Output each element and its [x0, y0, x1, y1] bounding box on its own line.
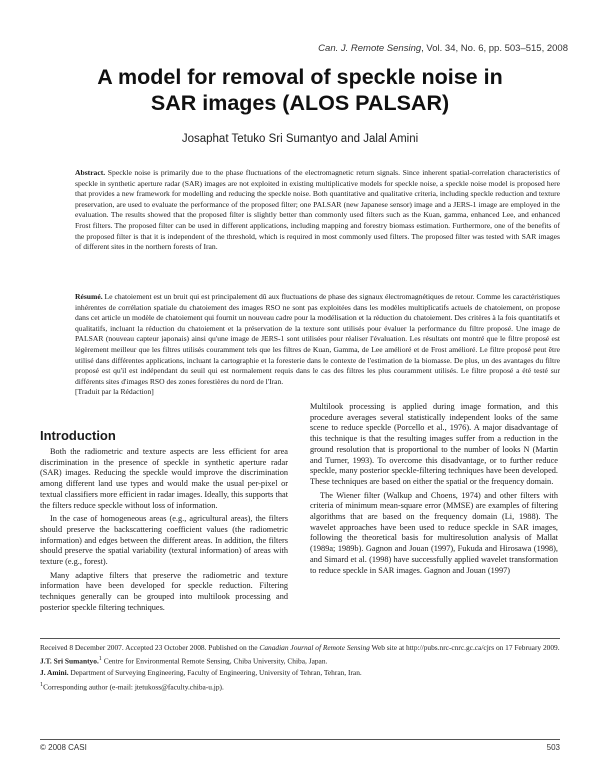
translation-note: [Traduit par la Rédaction] [75, 387, 154, 397]
author1-affiliation [40, 654, 560, 667]
received-text: Received 8 December 2007. Accepted 23 October 2008. Published on the [40, 643, 260, 652]
corresponding-sup: 1 [40, 681, 44, 688]
received-url-text: Web site at http://pubs.nrc-cnrc.gc.ca/cjrs on 17 February 2009. [369, 643, 560, 652]
author-list: Josaphat Tetuko Sri Sumantyo and Jalal Amini [181, 133, 419, 145]
left-column [40, 428, 288, 614]
copyright: © 2008 CASI [40, 743, 87, 752]
resume [75, 292, 560, 398]
title-line-1: A model for removal of speckle noise in [97, 65, 503, 89]
title-line-2: SAR images (ALOS PALSAR) [150, 91, 450, 115]
paragraph: Many adaptive filters that preserve the radiometric and texture information have been developed for speckle reduction. Filtering techniques generally can be grouped into multilook processing and posterior speckle filtering techniques. [40, 570, 288, 612]
author1-name: J.T. Sri Sumantyo. [40, 656, 99, 666]
abstract-label: Abstract. [75, 168, 106, 177]
footnotes [40, 643, 560, 694]
section-heading-introduction: Introduction [40, 428, 116, 443]
journal-name: Can. J. Remote Sensing [318, 43, 422, 54]
journal-name-footnote: Canadian Journal of Remote Sensing [259, 643, 370, 652]
journal-volume-pages: , Vol. 34, No. 6, pp. 503–515, 2008 [421, 43, 568, 54]
corresponding-author [40, 680, 560, 693]
abstract [75, 168, 560, 253]
paragraph: The Wiener filter (Walkup and Choens, 1974) and other filters with criteria of minimum mean-square error (MMSE) are examples of filtering algorithms that are based on the frequency domain (Li, 1988). The wavelet approaches have been used to reduce speckle in SAR images, following the theoretical basis for multiresolution analysis of Mallat (1989a; 1989b). Gagnon and Jouan (1997), Fukuda and Hirosawa (1998), and Simard et al. (1998) have successfully applied wavelet transformation to reduce speckle in SAR images. Gagnon and Jouan (1997) [310, 490, 558, 575]
author2-affiliation [40, 668, 560, 678]
paragraph: In the case of homogeneous areas (e.g., agricultural areas), the filters should preserve the backscattering coefficient values (the radiometric information) and edges between the different areas. In addition, the filters should preserve the spatial variability (textural information) of areas with texture (e.g., forest). [40, 514, 288, 567]
paragraph: Both the radiometric and texture aspects are less efficient for area discrimination in the presence of speckle in synthetic aperture radar (SAR) images. Reducing the speckle would improve the discrimination among different land use types and would make the usual per-pixel or textual classifiers more efficient in radar images. Ideally, this supports that the filters reduce speckle without loss of information. [40, 447, 288, 510]
journal-citation [318, 43, 568, 54]
paragraph: Multilook processing is applied during image formation, and this procedure averages several statistically independent looks of the same scene to reduce speckle (Porcello et al., 1976). A major disadvantage of this technique is that the resulting images suffer from a reduction in the ground resolution that is proportional to the number of looks N (Martin and Turner, 1993). To overcome this disadvantage, or to further reduce speckle, many posterior speckle-filtering techniques have been developed. These techniques are based on either the spatial or the frequency domain. [310, 402, 558, 486]
author1-sup: 1 [98, 656, 102, 663]
right-column [310, 402, 558, 576]
author2-name: J. Amini. [40, 668, 69, 678]
footnote-divider [40, 638, 560, 639]
paper-title [40, 64, 560, 116]
corresponding-text: Corresponding author (e-mail: jtetukoss@faculty.chiba-u.jp). [43, 682, 224, 692]
received-note [40, 643, 560, 653]
author1-affil-text: Centre for Environmental Remote Sensing, Chiba University, Chiba, Japan. [101, 656, 328, 666]
resume-label: Résumé. [75, 292, 103, 301]
author2-affil-text: Department of Surveying Engineering, Faculty of Engineering, University of Tehran, Tehran, Iran. [68, 668, 362, 678]
page-bottom-divider [40, 739, 560, 740]
page-number: 503 [546, 743, 560, 752]
abstract-text: Speckle noise is primarily due to the phase fluctuations of the electromagnetic return signals. Since inherent spatial-correlation characteristics of speckle in synthetic aperture radar (SAR) images are not exploited in existing multiplicative models for speckle noise, a speckle noise model is proposed here that provides a new framework for modelling and reducing the speckle noise. Both quantitative and qualitative criteria, including speckle reduction and texture preservation, are used to evaluate the performance of the proposed filter; one PALSAR (new Japanese sensor) image and a JERS-1 image are employed in the evaluation. The results showed that the proposed filter is slightly better than commonly used filters such as the Kuan, gamma, enhanced Lee, and enhanced Frost filters. The proposed filter can be used in different applications, including mapping and forestry biomass estimation. Furthermore, one of the benefits of the proposed filter is that it is independent of the threshold, which is required in most commonly used filters. The proposed filter was tested with SAR images of different sites in the northern forests of Iran. [75, 168, 560, 252]
resume-text: Le chatoiement est un bruit qui est principalement dû aux fluctuations de phase des signaux électromagnétiques de retour. Comme les caractéristiques inhérentes de corrélation spatiale du chatoiement des images RSO ne sont pas exploitées dans les modèles multiplicatifs actuels de chatoiement, on propose dans cet article un modèle de chatoiement qui fournit un nouveau cadre pour la modélisation et la réduction du chatoiement. Des critères à la fois quantitatifs et qualitatifs, incluant la réduction du chatoiement et la préservation de la texture sont utilisés pour évaluer la performance du filtre proposé. Une image de PALSAR (nouveau capteur japonais) ainsi qu'une image de JERS-1 sont utilisées pour réaliser l'évaluation. Les résultats ont montré que le filtre proposé est légèrement meilleur que les filtres utilisés couramment tels que les filtres de Kuan, Gamma, de Lee amélioré et de Frost amélioré. Le filtre proposé peut être utilisé dans différentes applications, incluant la cartographie et la foresterie dans le contexte de l'estimation de la biomasse. De plus, un des avantages du filtre proposé est qu'il est indépendant du seuil qui est normalement requis dans le cas des filtres les plus couramment utilisés. Le filtre proposé a été testé sur différents sites d'images RSO des zones forestières du nord de l'Iran. [75, 292, 560, 386]
